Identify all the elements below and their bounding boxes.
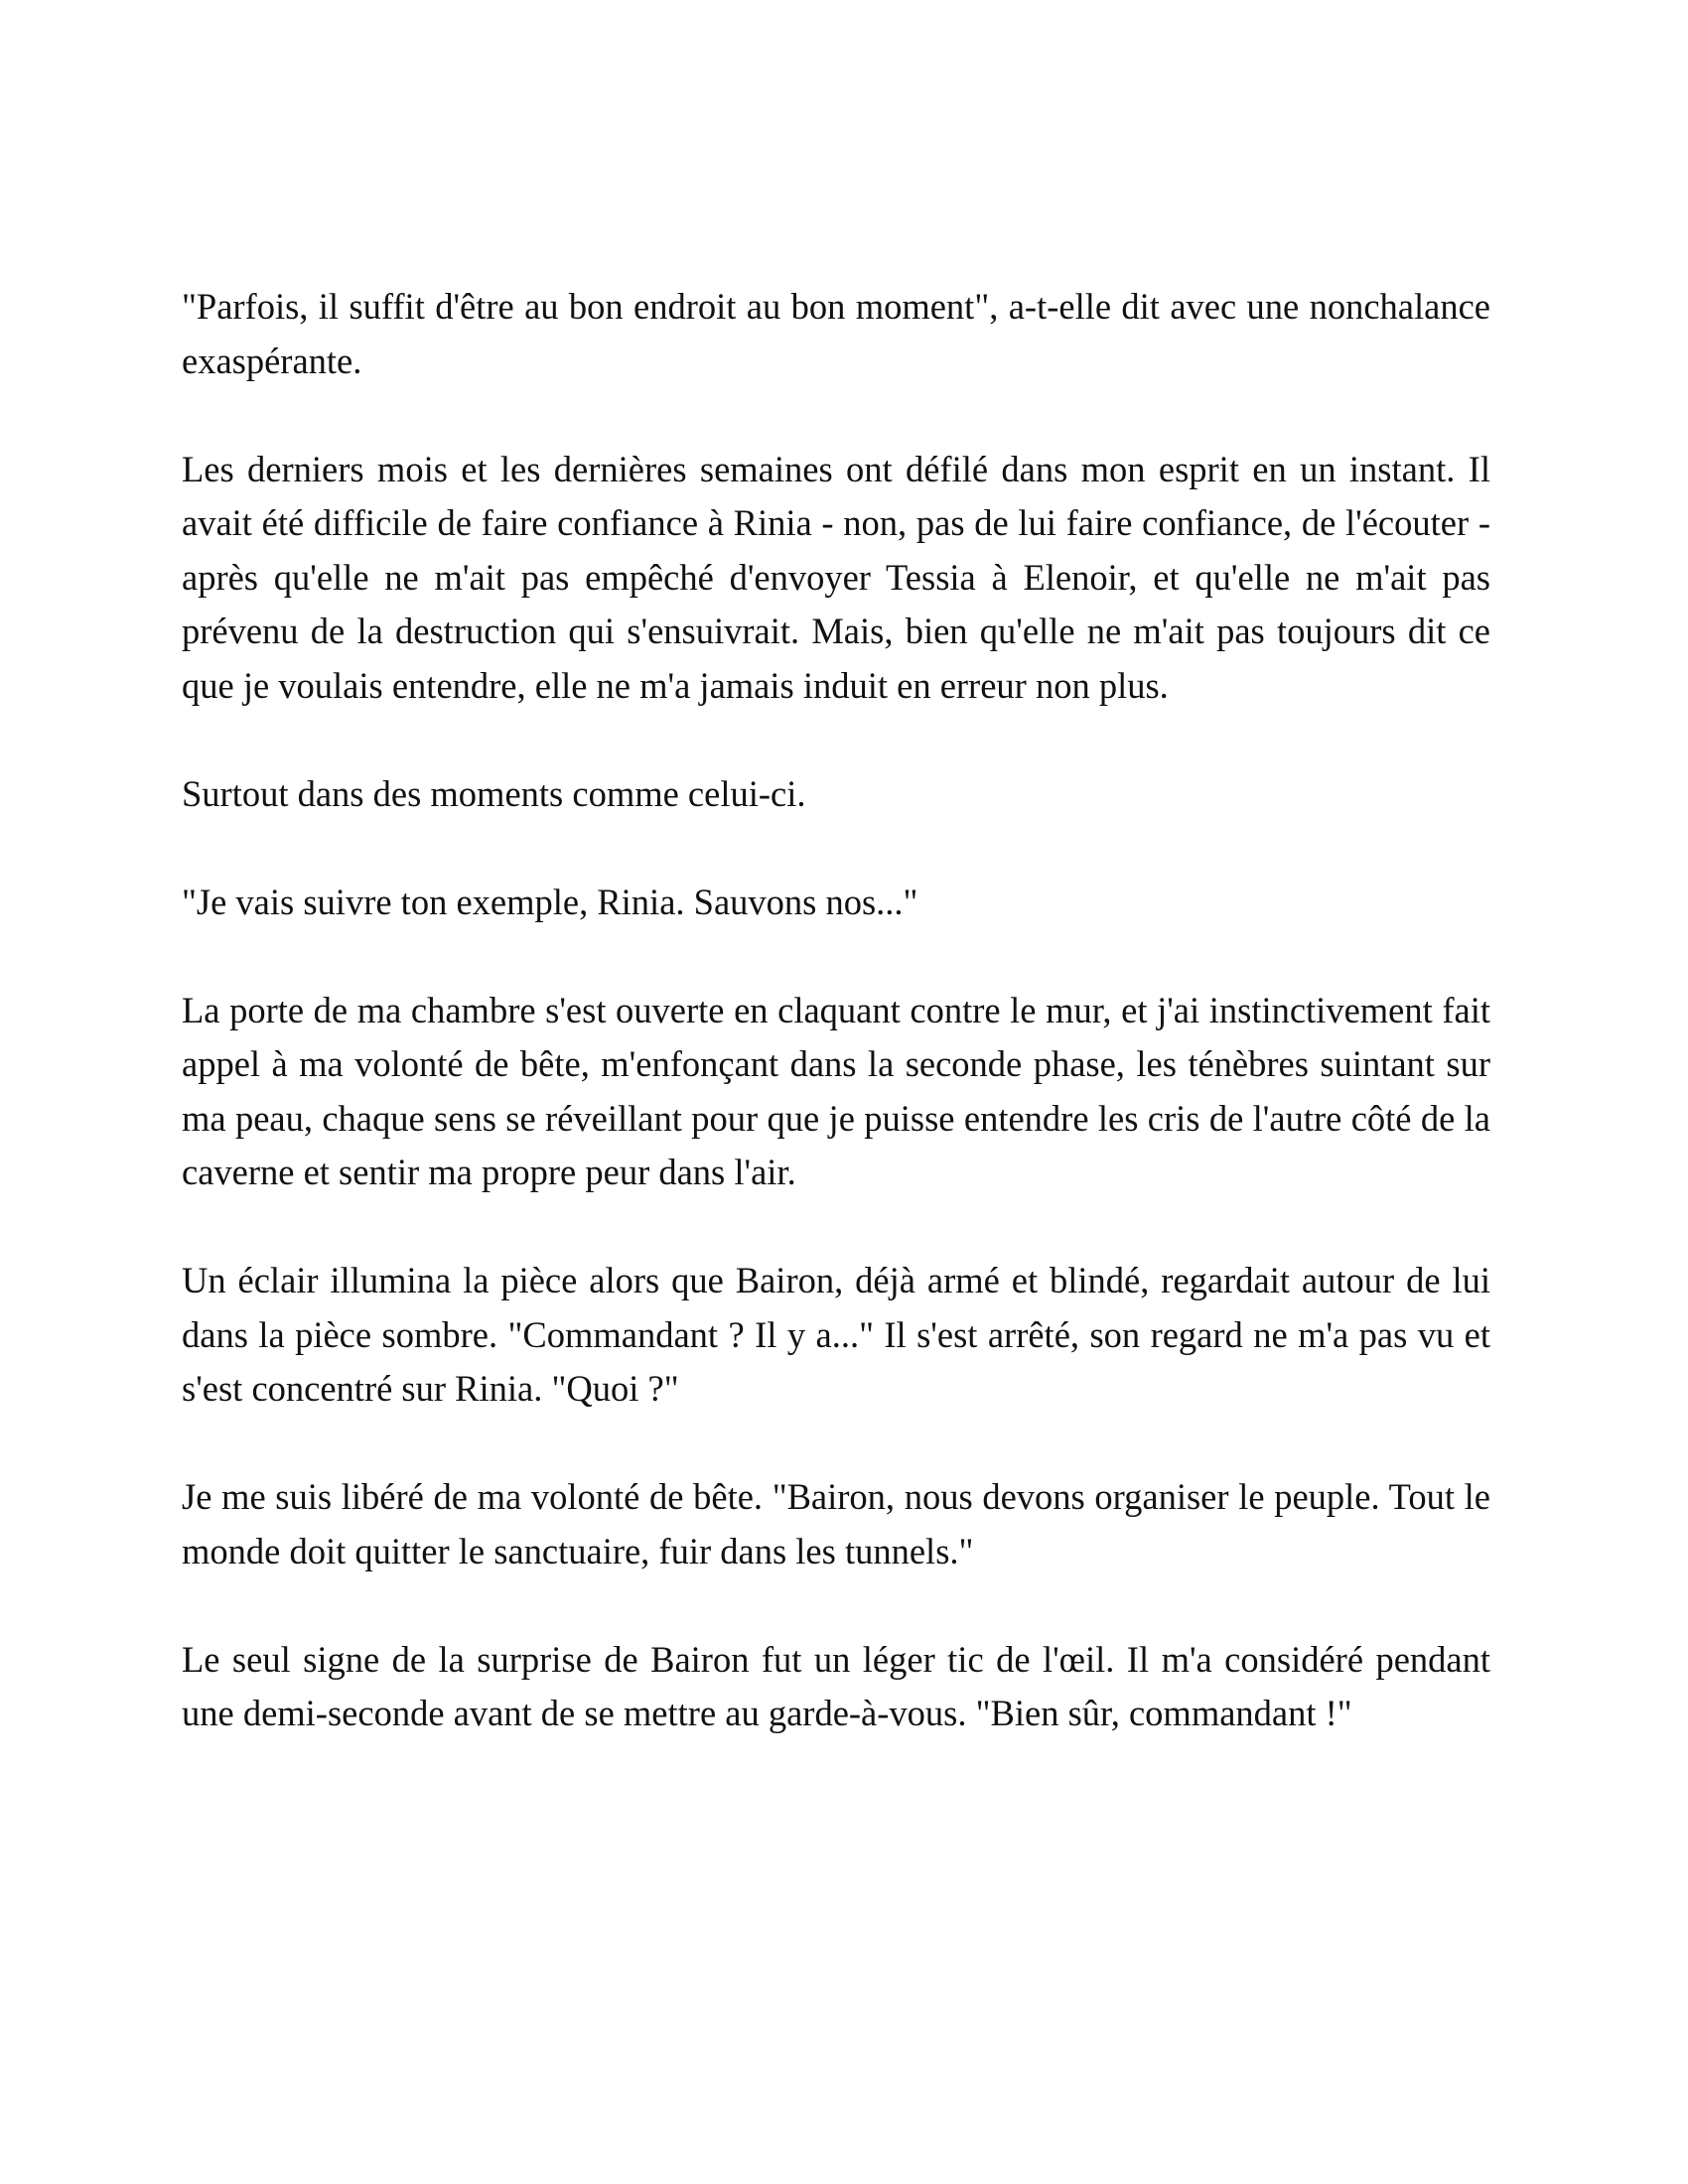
paragraph-6: Un éclair illumina la pièce alors que Bairon, déjà armé et blindé, regardait autour de lui dans la pièce sombre. "Commandant ? Il y a..." Il s'est arrêté, son regard ne m'a pas vu et s'est concentré sur Rinia. "Quoi ?" bbox=[182, 1260, 1490, 1409]
paragraph-4: "Je vais suivre ton exemple, Rinia. Sauvons nos..." bbox=[182, 881, 918, 922]
paragraph-3: Surtout dans des moments comme celui-ci. bbox=[182, 772, 806, 814]
paragraph-7: Je me suis libéré de ma volonté de bête. "Bairon, nous devons organiser le peuple. Tout le monde doit quitter le sanctuaire, fuir dans les tunnels." bbox=[182, 1476, 1490, 1571]
paragraph-1: "Parfois, il suffit d'être au bon endroit au bon moment", a-t-elle dit avec une nonchalance exaspérante. bbox=[182, 286, 1490, 381]
paragraph-8: Le seul signe de la surprise de Bairon fut un léger tic de l'œil. Il m'a considéré pendant une demi-seconde avant de se mettre au garde-à-vous. "Bien sûr, commandant !" bbox=[182, 1638, 1490, 1733]
paragraph-5: La porte de ma chambre s'est ouverte en claquant contre le mur, et j'ai instinctivement fait appel à ma volonté de bête, m'enfonçant dans la seconde phase, les ténèbres suintant sur ma peau, chaque sens se réveillant pour que je puisse entendre les cris de l'autre côté de la caverne et sentir ma propre peur dans l'air. bbox=[182, 989, 1490, 1192]
document-page bbox=[182, 280, 1490, 1741]
paragraph-2: Les derniers mois et les dernières semaines ont défilé dans mon esprit en un instant. Il avait été difficile de faire confiance à Rinia - non, pas de lui faire confiance, de l'écouter - après qu'elle ne m'ait pas empêché d'envoyer Tessia à Elenoir, et qu'elle ne m'ait pas prévenu de la destruction qui s'ensuivrait. Mais, bien qu'elle ne m'ait pas toujours dit ce que je voulais entendre, elle ne m'a jamais induit en erreur non plus. bbox=[182, 448, 1490, 706]
